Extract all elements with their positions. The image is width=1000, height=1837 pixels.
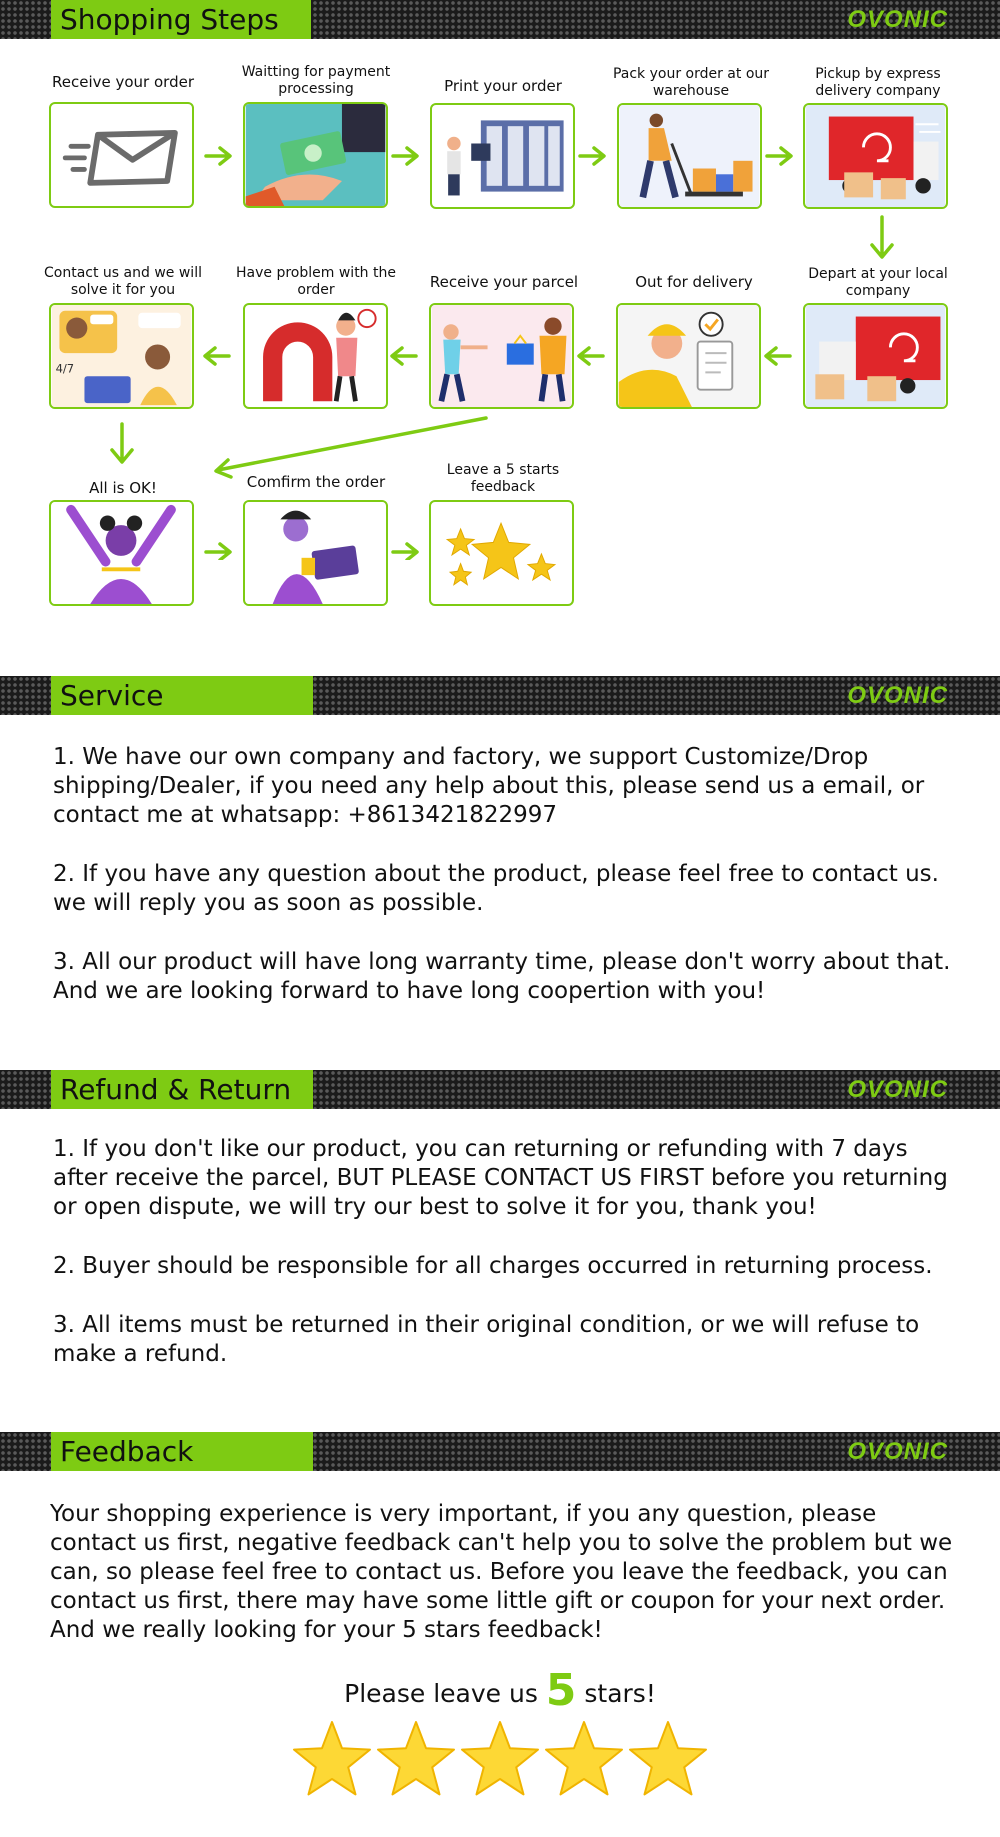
step-label: All is OK! [89, 479, 157, 497]
refund-text: 1. If you don't like our product, you can returning or refunding with 7 days after receive the parcel, [53, 1136, 908, 1191]
service-paragraph: 3. All our product will have long warranty time, please don't worry about that. And we are looking forward to have long coopertion with you! [53, 949, 951, 1004]
brand-logo: OVONIC [847, 1438, 948, 1465]
refund-paragraph: 3. All items must be returned in their original condition, or we will refuse to make a refund. [53, 1312, 920, 1367]
svg-text:4/7: 4/7 [55, 361, 75, 376]
refund-header [0, 1070, 1000, 1109]
step-label: Receive your parcel [429, 273, 579, 291]
refund-paragraph [53, 1135, 963, 1222]
leave-stars-prompt [0, 1665, 1000, 1716]
brand-logo: OVONIC [847, 1076, 948, 1103]
step-label: Contact us and we will solve it for you [44, 265, 202, 298]
step-label: Depart at your local company [808, 266, 948, 299]
brand-logo: OVONIC [847, 6, 948, 33]
feedback-header [0, 1432, 1000, 1471]
section-title: Shopping Steps [60, 3, 279, 36]
section-title: Refund & Return [60, 1073, 292, 1106]
step-label: Comfirm the order [246, 473, 386, 491]
feedback-paragraph: Your shopping experience is very important, if you any question, please contact us first, negative feedback can't help you to solve the problem but we can, so please feel free to contact us. Before you leave the feedback, you can contact us first, there may have some little gift or coupon for your next order. And we really looking for your 5 stars feedback! [50, 1501, 953, 1643]
step-label: Receive your order [52, 73, 194, 91]
step-label: Print your order [444, 77, 562, 95]
star-icon [630, 1722, 706, 1794]
star-icon [462, 1722, 538, 1794]
step-label: Pickup by express delivery company [815, 66, 941, 99]
flow-arrows-row3 [0, 520, 1000, 560]
step-label: Leave a 5 starts feedback [446, 462, 560, 495]
step-label: Waitting for payment processing [241, 64, 391, 97]
step-label: Pack your order at our warehouse [612, 66, 770, 99]
service-paragraph: 1. We have our own company and factory, we support Customize/Drop shipping/Dealer, if you need any help about this, please send us a email, or contact me at whatsapp: +8613421822997 [53, 744, 925, 828]
section-title: Service [60, 679, 164, 712]
service-header [0, 676, 1000, 715]
brand-logo: OVONIC [847, 682, 948, 709]
leave-prefix: Please leave us [344, 1679, 538, 1708]
flow-arrows [0, 0, 1000, 520]
star-icon [546, 1722, 622, 1794]
step-label: Have problem with the order [236, 265, 396, 298]
refund-emphasis: BUT PLEASE CONTACT US FIRST [336, 1165, 704, 1191]
section-title: Feedback [60, 1435, 194, 1468]
star-icon [378, 1722, 454, 1794]
five-star-rating [290, 1718, 710, 1804]
step-label: Out for delivery [635, 273, 753, 291]
refund-text: before you returning or open dispute, we will try our best to solve it for you, thank you! [53, 1165, 948, 1220]
service-paragraph: 2. If you have any question about the product, please feel free to contact us. we will reply you as soon as possible. [53, 861, 939, 916]
leave-suffix: stars! [584, 1679, 656, 1708]
star-icon [294, 1722, 370, 1794]
refund-paragraph: 2. Buyer should be responsible for all charges occurred in returning process. [53, 1253, 933, 1279]
leave-number: 5 [545, 1665, 577, 1716]
